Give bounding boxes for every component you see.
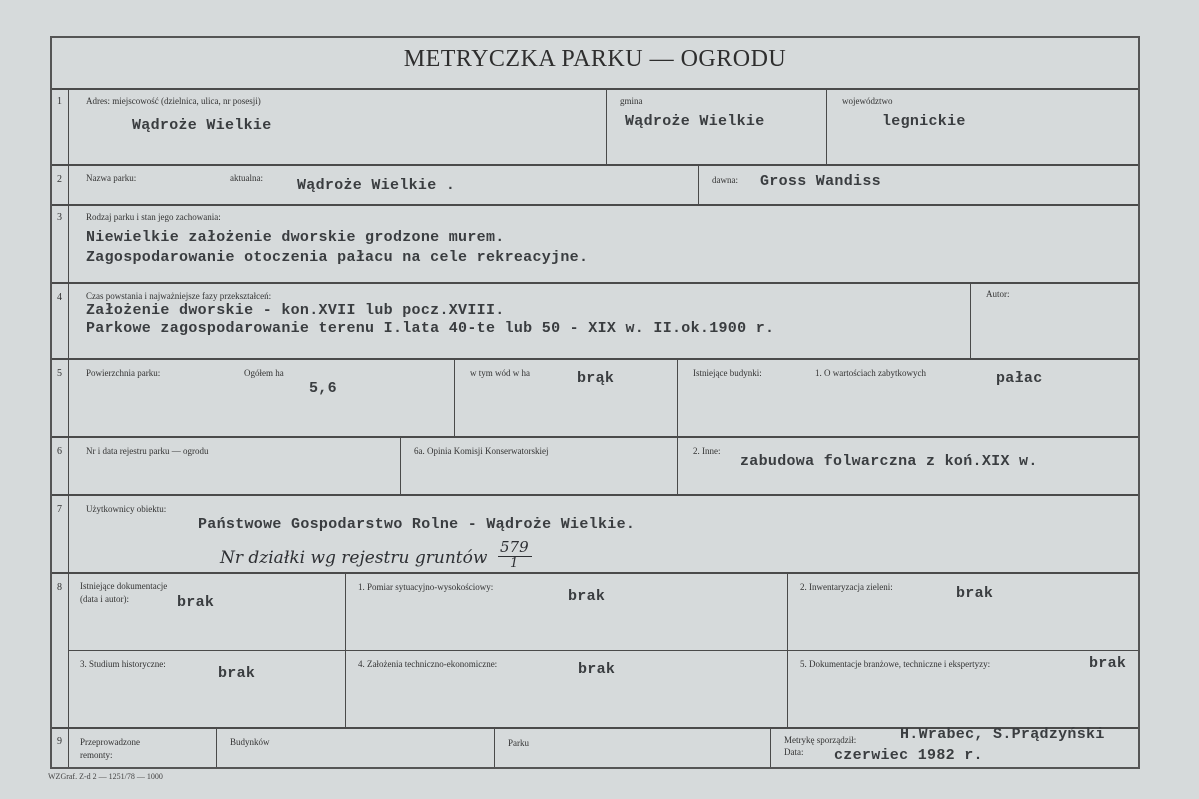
current-name-value: Wądroże Wielkie . — [297, 177, 456, 194]
row-divider — [52, 164, 1138, 166]
park-type-line: Zagospodarowanie otoczenia pałacu na cele rekreacyjne. — [86, 249, 589, 266]
tech-economic-label: 4. Założenia techniczno-ekonomiczne: — [358, 659, 498, 669]
historical-study-value: brak — [218, 665, 256, 682]
voivodeship-value: legnickie — [882, 113, 966, 130]
cell-divider — [400, 437, 401, 494]
author-label: Autor: — [986, 289, 1010, 299]
commission-opinion-label: 6a. Opinia Komisji Konserwatorskiej — [414, 446, 549, 456]
cell-divider — [826, 89, 827, 164]
row-divider — [52, 358, 1138, 360]
register-label: Nr i data rejestru parku — ogrodu — [86, 446, 209, 456]
tech-economic-value: brak — [578, 661, 616, 678]
existing-docs-sub-label: (data i autor): — [80, 594, 129, 604]
cell-divider — [454, 359, 455, 436]
row-number: 3 — [57, 212, 62, 223]
compiled-by-value: H.Wrabec, S.Prądzyński — [900, 726, 1105, 743]
branch-docs-value: brak — [1089, 655, 1127, 672]
water-area-label: w tym wód w ha — [470, 368, 530, 378]
cell-divider — [606, 89, 607, 164]
handwritten-parcel-numerator: 579 — [500, 538, 529, 556]
users-value: Państwowe Gospodarstwo Rolne - Wądroże Wielkie. — [198, 516, 636, 533]
other-buildings-value: zabudowa folwarczna z koń.XIX w. — [740, 453, 1038, 470]
total-area-value: 5,6 — [309, 380, 337, 397]
park-renovations-label: Parku — [508, 738, 529, 748]
row-divider — [52, 204, 1138, 206]
row-number: 9 — [57, 736, 62, 747]
existing-docs-label: Istniejące dokumentacje — [80, 581, 168, 591]
cell-divider — [970, 283, 971, 358]
users-label: Użytkownicy obiektu: — [86, 504, 167, 514]
survey-label: 1. Pomiar sytuacyjno-wysokościowy: — [358, 582, 494, 592]
handwritten-parcel-denominator: 1 — [510, 556, 519, 571]
renovations-label-2: remonty: — [80, 750, 113, 760]
address-label: Adres: miejscowość (dzielnica, ulica, nr posesji) — [86, 96, 261, 106]
buildings-renovations-label: Budynków — [230, 737, 270, 747]
row-number: 4 — [57, 292, 62, 303]
cell-divider — [677, 359, 678, 436]
historical-study-label: 3. Studium historyczne: — [80, 659, 166, 669]
row-number: 5 — [57, 368, 62, 379]
branch-docs-label: 5. Dokumentacje branżowe, techniczne i ekspertyzy: — [800, 659, 991, 669]
form-title: METRYCZKA PARKU — OGRODU — [403, 46, 787, 72]
handwritten-parcel-note: Nr działki wg rejestru gruntów — [220, 548, 488, 568]
greenery-inventory-label: 2. Inwentaryzacja zieleni: — [800, 582, 893, 592]
gmina-value: Wądroże Wielkie — [625, 113, 765, 130]
park-area-label: Powierzchnia parku: — [86, 368, 161, 378]
date-value: czerwiec 1982 r. — [834, 747, 983, 764]
row-divider — [52, 494, 1138, 496]
voivodeship-label: województwo — [842, 96, 893, 106]
address-value: Wądroże Wielkie — [132, 117, 272, 134]
current-name-label: aktualna: — [230, 173, 263, 183]
water-area-value: brąk — [577, 370, 615, 387]
row-number: 8 — [57, 582, 62, 593]
cell-divider — [216, 728, 217, 767]
cell-divider — [770, 728, 771, 767]
row-divider — [68, 650, 1138, 651]
existing-docs-value: brak — [177, 594, 215, 611]
row-number: 6 — [57, 446, 62, 457]
print-footer: WZGraf. Z-d 2 — 1251/78 — 1000 — [48, 772, 163, 781]
row-number: 7 — [57, 504, 62, 515]
gmina-label: gmina — [620, 96, 643, 106]
renovations-label: Przeprowadzone — [80, 737, 140, 747]
cell-divider — [494, 728, 495, 767]
greenery-inventory-value: brak — [956, 585, 994, 602]
park-name-label: Nazwa parku: — [86, 173, 137, 183]
history-phases-label: Czas powstania i najważniejsze fazy przekształceń: — [86, 291, 272, 301]
row-divider — [52, 88, 1138, 90]
historic-buildings-label: 1. O wartościach zabytkowych — [815, 368, 926, 378]
park-type-label: Rodzaj parku i stan jego zachowania: — [86, 212, 221, 222]
total-area-label: Ogółem ha — [244, 368, 284, 378]
existing-buildings-label: Istniejące budynki: — [693, 368, 762, 378]
compiled-by-label: Metrykę sporządził: — [784, 735, 857, 745]
cell-divider — [677, 437, 678, 494]
row-divider — [52, 282, 1138, 284]
row-divider — [52, 572, 1138, 574]
row-number: 1 — [57, 96, 62, 107]
other-buildings-label: 2. Inne: — [693, 446, 721, 456]
number-column-line — [68, 89, 69, 767]
cell-divider — [698, 165, 699, 204]
history-phases-line: Założenie dworskie - kon.XVII lub pocz.XVIII. — [86, 302, 505, 319]
park-type-line: Niewielkie założenie dworskie grodzone murem. — [86, 229, 505, 246]
date-label: Data: — [784, 747, 804, 757]
former-name-label: dawna: — [712, 175, 738, 185]
history-phases-line: Parkowe zagospodarowanie terenu I.lata 40-te lub 50 - XIX w. II.ok.1900 r. — [86, 320, 775, 337]
survey-value: brak — [568, 588, 606, 605]
cell-divider — [787, 573, 788, 727]
former-name-value: Gross Wandiss — [760, 173, 881, 190]
row-divider — [52, 436, 1138, 438]
cell-divider — [345, 573, 346, 727]
row-number: 2 — [57, 174, 62, 185]
historic-buildings-value: pałac — [996, 370, 1043, 387]
